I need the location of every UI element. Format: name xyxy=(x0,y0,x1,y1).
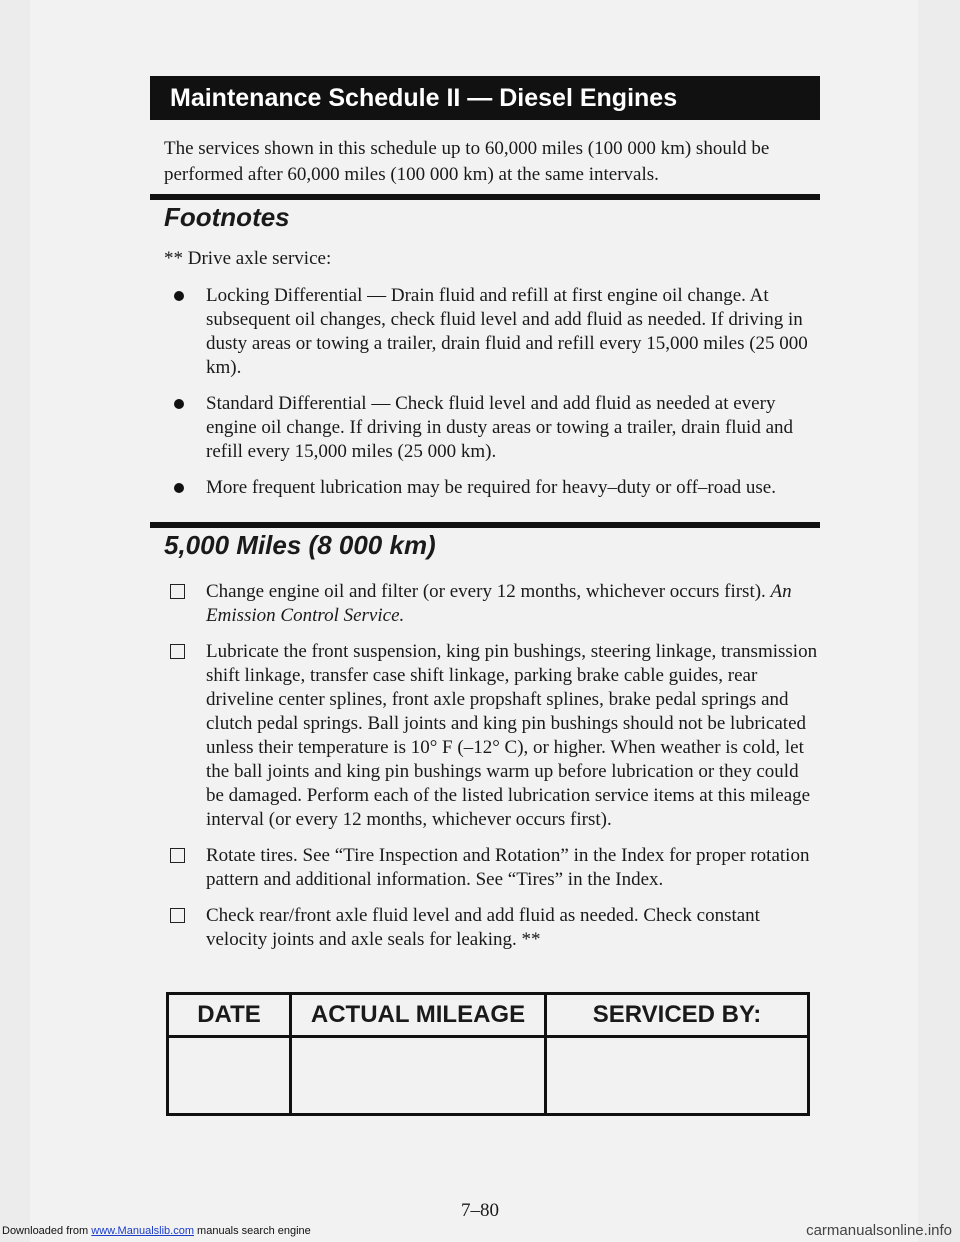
checkbox-icon[interactable] xyxy=(170,848,185,863)
list-item: Standard Differential — Check fluid level and add fluid as needed at every engine oil change. If driving in dusty areas or towing a trailer, drain fluid and refill every 15,000 miles (25 000 km). xyxy=(170,392,820,464)
serviced-by-column-header: SERVICED BY: xyxy=(546,994,809,1037)
footnote-intro: ** Drive axle service: xyxy=(164,248,332,269)
watermark: carmanualsonline.info xyxy=(806,1222,952,1239)
page-title: Maintenance Schedule II — Diesel Engines xyxy=(150,76,820,120)
service-checklist xyxy=(170,580,820,964)
footnote-list xyxy=(170,284,820,512)
footer-suffix: manuals search engine xyxy=(197,1225,311,1237)
intro-paragraph: The services shown in this schedule up to 60,000 miles (100 000 km) should be performed after 60,000 miles (100 000 km) at the same intervals. xyxy=(164,138,770,185)
section-divider xyxy=(150,194,820,200)
list-item: Locking Differential — Drain fluid and refill at first engine oil change. At subsequent oil changes, check fluid level and add fluid as needed. If driving in dusty areas or towing a trailer, drain fluid and refill every 15,000 miles (25 000 km). xyxy=(170,284,820,380)
mileage-column-header: ACTUAL MILEAGE xyxy=(291,994,546,1037)
mileage-heading: 5,000 Miles (8 000 km) xyxy=(164,530,436,560)
checkbox-icon[interactable] xyxy=(170,644,185,659)
checkbox-icon[interactable] xyxy=(170,908,185,923)
bullet-icon xyxy=(174,399,184,409)
checkbox-icon[interactable] xyxy=(170,584,185,599)
checklist-item: Change engine oil and filter (or every 12 months, whichever occurs first). An Emission Control Service. xyxy=(170,580,820,628)
service-record-table xyxy=(166,992,810,1116)
date-column-header: DATE xyxy=(168,994,291,1037)
bullet-icon xyxy=(174,291,184,301)
footnotes-heading: Footnotes xyxy=(164,202,290,232)
checklist-item: Lubricate the front suspension, king pin bushings, steering linkage, transmission shift linkage, transfer case shift linkage, parking brake cable guides, rear driveline center splines, front axle propshaft splines, brake pedal springs and clutch pedal springs. Ball joints and king pin bushings should not be lubricated unless their temperature is 10° F (–12° C), or higher. When weather is cold, let the ball joints and king pin bushings warm up before lubrication or they could be damaged. Perform each of the listed lubrication service items at this mileage interval (or every 12 months, whichever occurs first). xyxy=(170,640,820,832)
checklist-item: Rotate tires. See “Tire Inspection and Rotation” in the Index for proper rotation pattern and additional information. See “Tires” in the Index. xyxy=(170,844,820,892)
footer xyxy=(0,1222,960,1242)
section-divider xyxy=(150,522,820,528)
page-number: 7–80 xyxy=(461,1200,499,1221)
date-cell[interactable] xyxy=(168,1037,291,1115)
list-item: More frequent lubrication may be required for heavy–duty or off–road use. xyxy=(170,476,820,500)
bullet-icon xyxy=(174,483,184,493)
manualslib-link[interactable]: www.Manualslib.com xyxy=(91,1225,194,1237)
footer-prefix: Downloaded from xyxy=(2,1225,89,1237)
checklist-item: Check rear/front axle fluid level and add fluid as needed. Check constant velocity joints and axle seals for leaking. ** xyxy=(170,904,820,952)
serviced-by-cell[interactable] xyxy=(546,1037,809,1115)
mileage-cell[interactable] xyxy=(291,1037,546,1115)
